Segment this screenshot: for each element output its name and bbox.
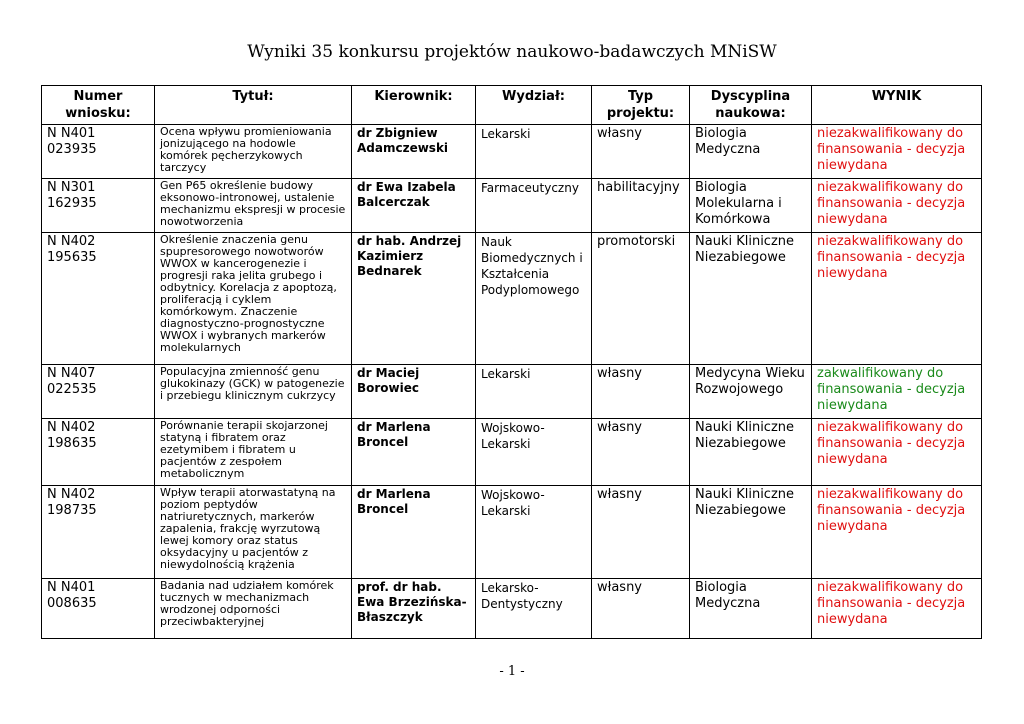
cell-department: Lekarski [476, 125, 592, 179]
table-row [42, 486, 982, 579]
cell-discipline: Medycyna Wieku Rozwojowego [690, 365, 812, 419]
cell-manager: dr Marlena Broncel [352, 419, 476, 486]
header-discipline: Dyscyplina naukowa: [690, 86, 812, 125]
cell-discipline: Biologia Molekularna i Komórkowa [690, 179, 812, 233]
cell-department: Farmaceutyczny [476, 179, 592, 233]
cell-department: Nauk Biomedycznych i Kształcenia Podyplomowego [476, 233, 592, 365]
cell-number: N N401 008635 [42, 579, 155, 639]
cell-result: niezakwalifikowany do finansowania - decyzja niewydana [812, 419, 982, 486]
cell-title: Gen P65 określenie budowy eksonowo-intronowej, ustalenie mechanizmu ekspresji w procesie nowotworzenia [155, 179, 352, 233]
table-row [42, 419, 982, 486]
cell-discipline: Nauki Kliniczne Niezabiegowe [690, 419, 812, 486]
cell-department: Wojskowo-Lekarski [476, 486, 592, 579]
cell-number: N N402 198635 [42, 419, 155, 486]
cell-result: niezakwalifikowany do finansowania - decyzja niewydana [812, 579, 982, 639]
cell-result: niezakwalifikowany do finansowania - decyzja niewydana [812, 233, 982, 365]
cell-title: Określenie znaczenia genu spupresorowego nowotworów WWOX w kancerogenezie i progresji raka jelita grubego i odbytnicy. Korelacja z apoptozą, proliferacją i cyklem komórkowym. Znaczenie diagnostyczno-prognostyczne WWOX i wybranych markerów molekularnych [155, 233, 352, 365]
header-number: Numer wniosku: [42, 86, 155, 125]
cell-discipline: Biologia Medyczna [690, 579, 812, 639]
cell-type: własny [592, 419, 690, 486]
header-result: WYNIK [812, 86, 982, 125]
cell-type: habilitacyjny [592, 179, 690, 233]
header-type: Typ projektu: [592, 86, 690, 125]
cell-type: własny [592, 125, 690, 179]
cell-department: Lekarsko-Dentystyczny [476, 579, 592, 639]
cell-type: promotorski [592, 233, 690, 365]
cell-department: Lekarski [476, 365, 592, 419]
table-row [42, 233, 982, 365]
cell-number: N N402 198735 [42, 486, 155, 579]
header-department: Wydział: [476, 86, 592, 125]
cell-type: własny [592, 365, 690, 419]
table-row [42, 125, 982, 179]
cell-manager: dr Marlena Broncel [352, 486, 476, 579]
cell-title: Populacyjna zmienność genu glukokinazy (GCK) w patogenezie i przebiegu klinicznym cukrzycy [155, 365, 352, 419]
cell-result: zakwalifikowany do finansowania - decyzja niewydana [812, 365, 982, 419]
cell-department: Wojskowo-Lekarski [476, 419, 592, 486]
table-row [42, 179, 982, 233]
page-number: - 1 - [499, 664, 525, 679]
document-title: Wyniki 35 konkursu projektów naukowo-badawczych MNiSW [247, 42, 777, 62]
cell-number: N N301 162935 [42, 179, 155, 233]
cell-title: Wpływ terapii atorwastatyną na poziom peptydów natriuretycznych, markerów zapalenia, frakcję wyrzutową lewej komory oraz status oksydacyjny u pacjentów z niewydolnością krążenia [155, 486, 352, 579]
cell-title: Badania nad udziałem komórek tucznych w mechanizmach wrodzonej odporności przeciwbakteryjnej [155, 579, 352, 639]
cell-number: N N402 195635 [42, 233, 155, 365]
cell-result: niezakwalifikowany do finansowania - decyzja niewydana [812, 486, 982, 579]
header-manager: Kierownik: [352, 86, 476, 125]
header-title: Tytuł: [155, 86, 352, 125]
cell-manager: prof. dr hab. Ewa Brzezińska-Błaszczyk [352, 579, 476, 639]
cell-title: Ocena wpływu promieniowania jonizującego na hodowle komórek pęcherzykowych tarczycy [155, 125, 352, 179]
cell-discipline: Biologia Medyczna [690, 125, 812, 179]
cell-type: własny [592, 579, 690, 639]
results-table [41, 85, 982, 639]
cell-manager: dr Zbigniew Adamczewski [352, 125, 476, 179]
cell-title: Porównanie terapii skojarzonej statyną i fibratem oraz ezetymibem i fibratem u pacjentów z zespołem metabolicznym [155, 419, 352, 486]
cell-discipline: Nauki Kliniczne Niezabiegowe [690, 233, 812, 365]
cell-manager: dr hab. Andrzej Kazimierz Bednarek [352, 233, 476, 365]
cell-number: N N407 022535 [42, 365, 155, 419]
table-row [42, 579, 982, 639]
cell-number: N N401 023935 [42, 125, 155, 179]
cell-manager: dr Ewa Izabela Balcerczak [352, 179, 476, 233]
cell-type: własny [592, 486, 690, 579]
cell-result: niezakwalifikowany do finansowania - decyzja niewydana [812, 125, 982, 179]
cell-discipline: Nauki Kliniczne Niezabiegowe [690, 486, 812, 579]
cell-manager: dr Maciej Borowiec [352, 365, 476, 419]
header-row [42, 86, 982, 125]
table-row [42, 365, 982, 419]
cell-result: niezakwalifikowany do finansowania - decyzja niewydana [812, 179, 982, 233]
